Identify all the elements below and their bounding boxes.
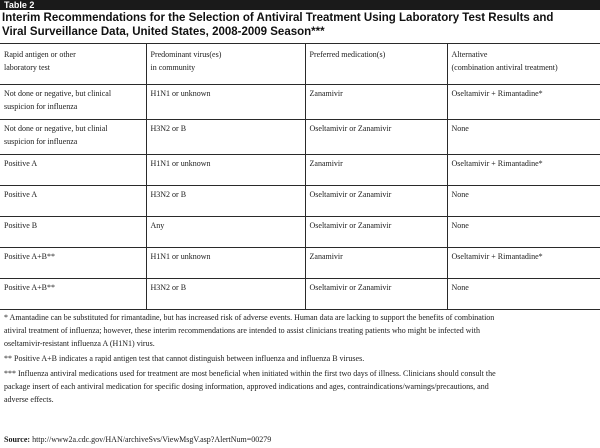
cell-preferred: Zanamivir [305,85,447,120]
table-row [0,120,600,155]
table-header-row [0,44,600,85]
table-row [0,155,600,186]
cell-preferred: Oseltamivir or Zanamivir [305,120,447,155]
table-row [0,279,600,310]
cell-virus: H3N2 or B [146,186,305,217]
table-tag: Table 2 [4,0,35,10]
cell-virus: H1N1 or unknown [146,155,305,186]
cell-preferred: Zanamivir [305,155,447,186]
table-tag-bar [0,0,600,10]
cell-preferred: Oseltamivir or Zanamivir [305,217,447,248]
cell-test: Positive A [0,155,146,186]
table-row [0,217,600,248]
cell-alternative: Oseltamivir + Rimantadine* [447,248,600,279]
footnote-amantadine: * Amantadine can be substituted for rimantadine, but has increased risk of adverse events. Human data are lacking to support the benefits of combination ativiral treatment of influenza; however, these interim recommendations are intended to assist clinicians treating patients who might be infected with oseltamivir-resistant influenza A (H1N1) virus. [4,313,495,348]
column-header-preferred: Preferred medication(s) [305,44,447,85]
table-row [0,248,600,279]
cell-virus: H3N2 or B [146,120,305,155]
source-label: Source: [4,435,31,444]
column-header-virus: Predominant virus(es) in community [146,44,305,85]
cell-alternative: None [447,279,600,310]
cell-preferred: Oseltamivir or Zanamivir [305,186,447,217]
source-line [4,434,596,446]
cell-test: Positive A [0,186,146,217]
cell-alternative: None [447,186,600,217]
cell-alternative: None [447,120,600,155]
cell-virus: H3N2 or B [146,279,305,310]
cell-virus: H1N1 or unknown [146,85,305,120]
column-header-alternative: Alternative (combination antiviral treatment) [447,44,600,85]
cell-virus: H1N1 or unknown [146,248,305,279]
table-row [0,85,600,120]
footnote-antiviral-timing: *** Influenza antiviral medications used for treatment are most beneficial when initiated within the first two days of illness. Clinicians should consult the package insert of each antiviral medication for specific dosing information, approved indications and ages, contraindications/warnings/precautions, and adverse effects. [4,369,496,404]
cell-test: Positive A+B** [0,279,146,310]
title-line-1: Interim Recommendations for the Selection of Antiviral Treatment Using Laboratory Test Results and [2,12,554,24]
cell-virus: Any [146,217,305,248]
footnotes [4,311,596,408]
cell-test: Positive A+B** [0,248,146,279]
cell-alternative: Oseltamivir + Rimantadine* [447,85,600,120]
table-title [2,11,598,39]
column-header-test: Rapid antigen or other laboratory test [0,44,146,85]
footnote-positive-ab: ** Positive A+B indicates a rapid antigen test that cannot distinguish between influenza and influenza B viruses. [4,354,365,363]
table-row [0,186,600,217]
title-line-2: Viral Surveillance Data, United States, 2008-2009 Season*** [2,26,325,38]
cell-alternative: None [447,217,600,248]
cell-test: Positive B [0,217,146,248]
cell-preferred: Zanamivir [305,248,447,279]
cell-test: Not done or negative, but clinical suspicion for influenza [0,85,146,120]
cell-alternative: Oseltamivir + Rimantadine* [447,155,600,186]
cell-preferred: Oseltamivir or Zanamivir [305,279,447,310]
cell-test: Not done or negative, but clinial suspicion for influenza [0,120,146,155]
source-url: http://www2a.cdc.gov/HAN/archiveSvs/ViewMsgV.asp?AlertNum=00279 [32,435,272,444]
recommendations-table [0,43,600,310]
